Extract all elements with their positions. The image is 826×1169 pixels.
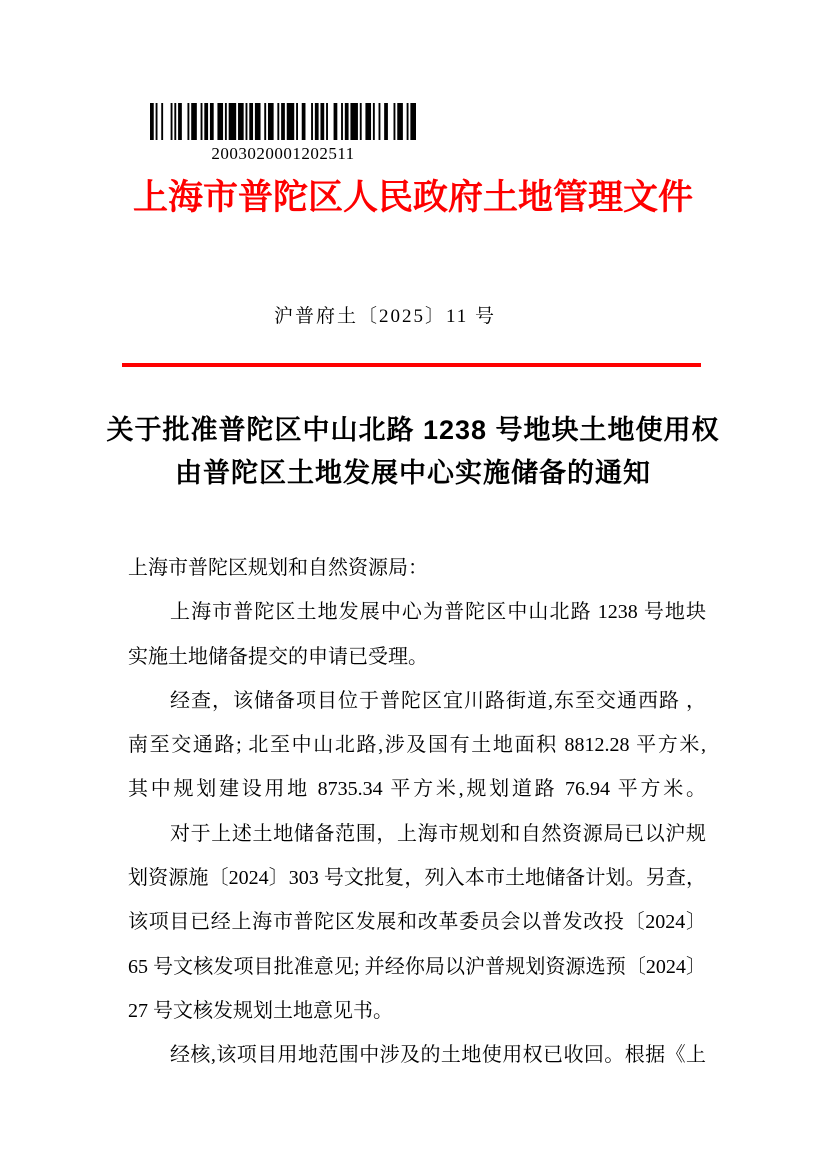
body-line: 实施土地储备提交的申请已受理。: [128, 645, 428, 668]
body-line: 对于上述土地储备范围，上海市规划和自然资源局已以沪规: [170, 822, 706, 845]
body-line: 27 号文核发规划土地意见书。: [128, 999, 393, 1022]
body-line: 上海市普陀区土地发展中心为普陀区中山北路 1238 号地块: [170, 601, 706, 624]
document-title: [0, 409, 826, 495]
body-line: 65 号文核发项目批准意见; 并经你局以沪普规划资源选预〔2024〕: [128, 955, 706, 978]
body-line: 南至交通路; 北至中山北路,涉及国有土地面积 8812.28 平方米,: [128, 734, 706, 757]
body-line-salutation: 上海市普陀区规划和自然资源局：: [128, 557, 428, 579]
masthead-title: 上海市普陀区人民政府土地管理文件: [132, 178, 693, 217]
document-title-line-2: 由普陀区土地发展中心实施储备的通知: [175, 458, 651, 488]
body-line: 该项目已经上海市普陀区发展和改革委员会以普发改投〔2024〕: [128, 911, 706, 934]
barcode-number: 2003020001202511: [211, 144, 355, 163]
body-line: 经核,该项目用地范围中涉及的土地使用权已收回。根据《上: [170, 1044, 706, 1067]
document-title-line-1: 关于批准普陀区中山北路 1238 号地块土地使用权: [106, 415, 720, 445]
barcode-icon: [150, 103, 416, 140]
body-line: 划资源施〔2024〕303 号文批复，列入本市土地储备计划。另查，: [128, 867, 706, 890]
body-line: 其中规划建设用地 8735.34 平方米,规划道路 76.94 平方米。: [128, 778, 706, 801]
body-text: [128, 546, 706, 1078]
body-line: 经查，该储备项目位于普陀区宜川路街道,东至交通西路 ，: [170, 689, 706, 712]
document-reference-number: 沪普府土〔2025〕11 号: [273, 306, 497, 327]
red-divider-rule: [122, 363, 701, 367]
barcode-block: [150, 103, 416, 164]
